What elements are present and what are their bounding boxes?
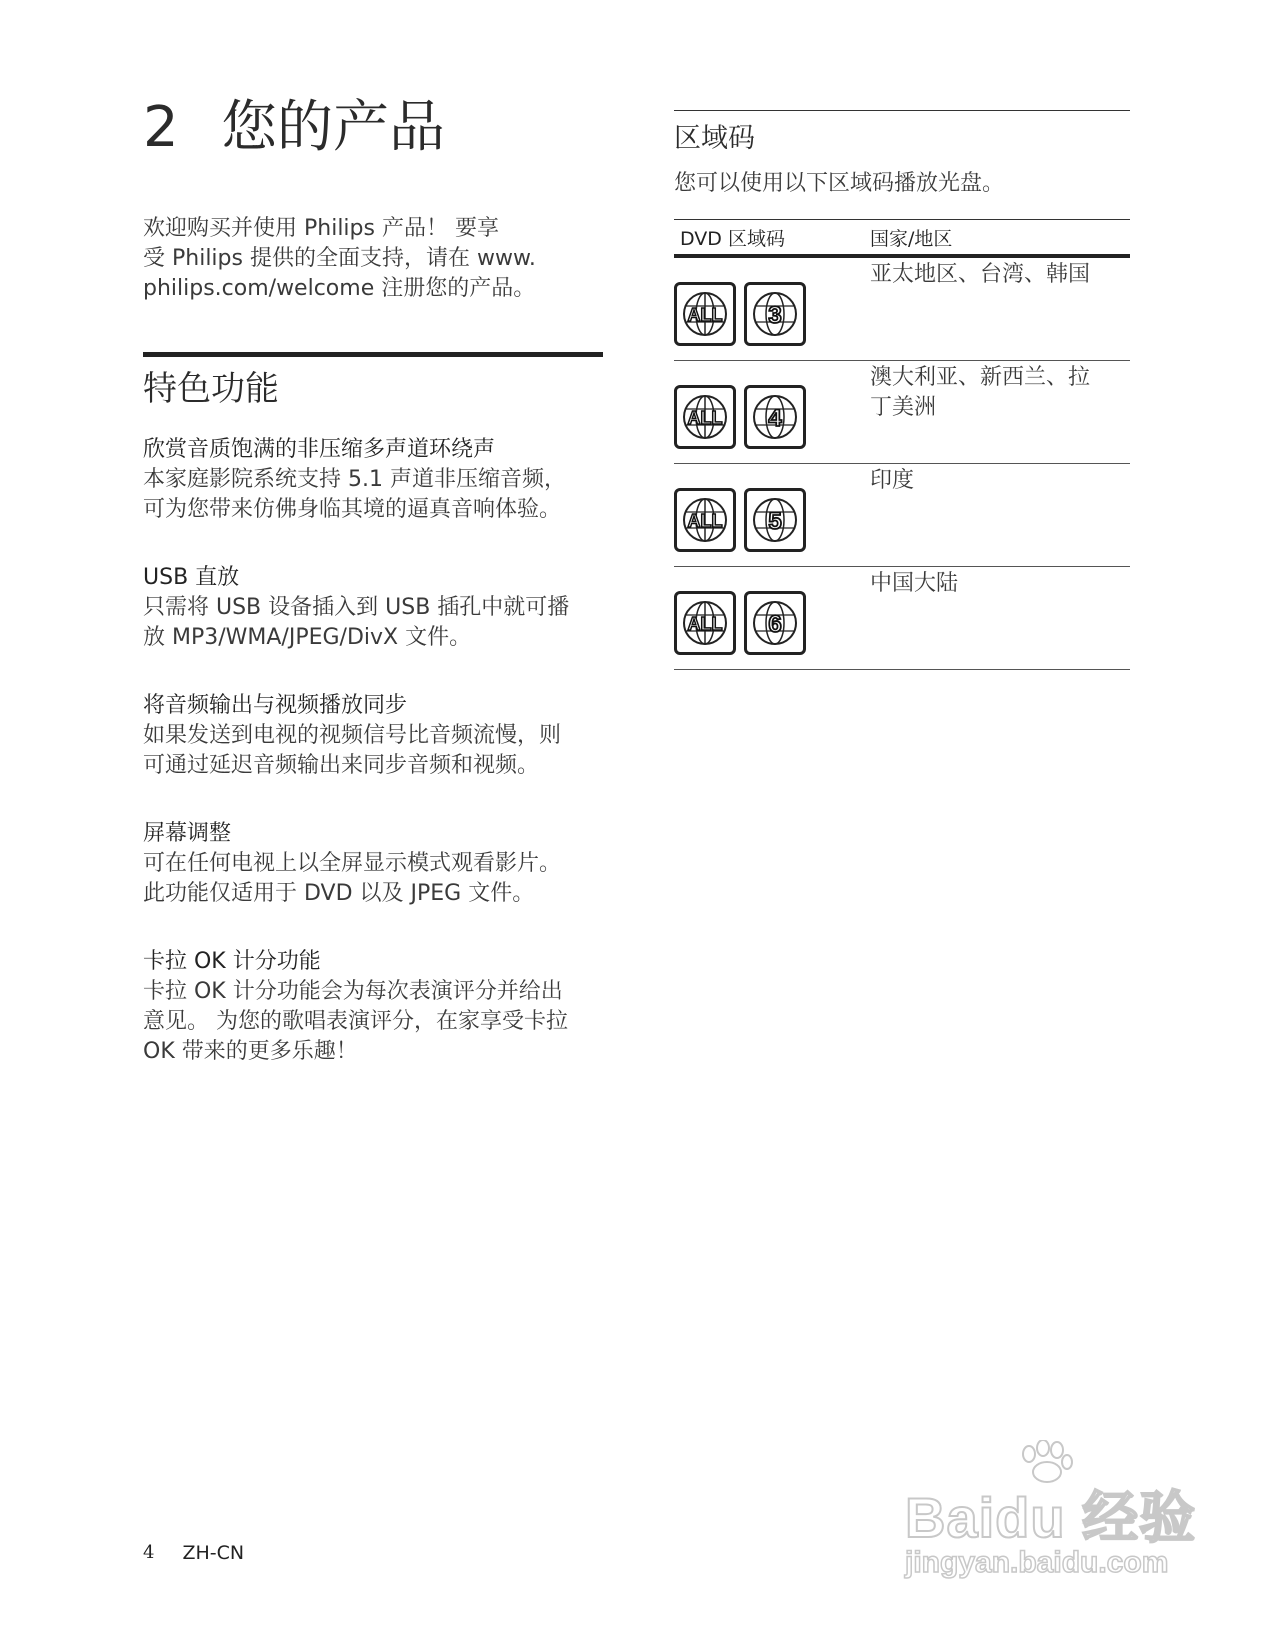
intro-line: philips.com/welcome 注册您的产品。 — [143, 276, 536, 301]
region-countries — [870, 258, 1130, 360]
region-countries-line: 澳大利亚、新西兰、拉 — [870, 365, 1091, 390]
chapter-title — [143, 95, 603, 160]
intro-line: 受 Philips 提供的全面支持，请在 www. — [143, 246, 536, 271]
right-column — [674, 110, 1130, 670]
left-column — [143, 95, 603, 1067]
feature-text-line: 此功能仅适用于 DVD 以及 JPEG 文件。 — [143, 881, 535, 906]
chapter-number: 2 — [143, 95, 179, 160]
feature-text-line: 意见。 为您的歌唱表演评分，在家享受卡拉 — [143, 1009, 568, 1034]
dvd-region-5-icon — [744, 488, 806, 552]
baidu-watermark — [905, 1440, 1205, 1590]
feature-title: 欣赏音质饱满的非压缩多声道环绕声 — [143, 437, 496, 462]
region-icons — [674, 361, 870, 463]
feature-surround — [143, 435, 603, 525]
region-code-number: 5 — [768, 508, 782, 535]
intro-paragraph — [143, 214, 603, 304]
feature-text-line: 放 MP3/WMA/JPEG/DivX 文件。 — [143, 625, 472, 650]
feature-text-line: 可通过延迟音频输出来同步音频和视频。 — [143, 753, 540, 778]
region-countries-line: 印度 — [870, 468, 915, 493]
feature-text-line: 可为您带来仿佛身临其境的逼真音响体验。 — [143, 497, 562, 522]
feature-title: 将音频输出与视频播放同步 — [143, 693, 408, 718]
table-row — [674, 464, 1130, 567]
feature-av-sync — [143, 691, 603, 781]
table-row — [674, 567, 1130, 670]
region-countries — [870, 567, 1130, 669]
table-row — [674, 258, 1130, 361]
region-icons — [674, 258, 870, 360]
intro-line: 欢迎购买并使用 Philips 产品！ 要享 — [143, 216, 499, 241]
page-number: 4 — [143, 1542, 155, 1563]
region-countries — [870, 464, 1130, 566]
table-row — [674, 361, 1130, 464]
region-code-table — [674, 219, 1130, 670]
watermark-url: jingyan.baidu.com — [905, 1546, 1169, 1579]
top-divider — [674, 110, 1130, 111]
feature-screen-fit — [143, 819, 603, 909]
dvd-region-all-icon — [674, 282, 736, 346]
feature-usb — [143, 563, 603, 653]
dvd-region-6-icon — [744, 591, 806, 655]
table-header — [674, 220, 1130, 258]
language-code: ZH-CN — [182, 1542, 245, 1564]
region-countries — [870, 361, 1130, 463]
all-label: ALL — [687, 408, 723, 428]
feature-text-line: 本家庭影院系统支持 5.1 声道非压缩音频， — [143, 467, 566, 492]
all-label: ALL — [687, 305, 723, 325]
all-label: ALL — [687, 511, 723, 531]
region-countries-line: 丁美洲 — [870, 395, 937, 420]
header-dvd-code: DVD 区域码 — [680, 227, 785, 250]
feature-text-line: 只需将 USB 设备插入到 USB 插孔中就可播 — [143, 595, 570, 620]
feature-title: 屏幕调整 — [143, 821, 232, 846]
feature-text-line: 可在任何电视上以全屏显示模式观看影片。 — [143, 851, 562, 876]
region-icons — [674, 567, 870, 669]
region-countries-line: 中国大陆 — [870, 571, 959, 596]
watermark-brand: Baidu 经验 — [905, 1486, 1197, 1549]
dvd-region-all-icon — [674, 385, 736, 449]
feature-title: USB 直放 — [143, 565, 240, 590]
page-footer — [143, 1542, 244, 1564]
chapter-title-text: 您的产品 — [221, 95, 445, 160]
dvd-region-4-icon — [744, 385, 806, 449]
dvd-region-all-icon — [674, 591, 736, 655]
feature-text-line: OK 带来的更多乐趣！ — [143, 1039, 358, 1064]
region-icons — [674, 464, 870, 566]
feature-title: 卡拉 OK 计分功能 — [143, 949, 321, 974]
all-label: ALL — [687, 614, 723, 634]
feature-text-line: 如果发送到电视的视频信号比音频流慢，则 — [143, 723, 562, 748]
feature-karaoke — [143, 947, 603, 1067]
region-intro: 您可以使用以下区域码播放光盘。 — [674, 171, 1005, 196]
region-code-number: 6 — [768, 611, 782, 638]
region-section-title: 区域码 — [674, 123, 755, 154]
region-code-number: 3 — [768, 302, 782, 329]
region-code-number: 4 — [768, 405, 782, 432]
header-country-region: 国家/地区 — [870, 227, 953, 250]
section-divider — [143, 352, 603, 357]
dvd-region-3-icon — [744, 282, 806, 346]
dvd-region-all-icon — [674, 488, 736, 552]
region-countries-line: 亚太地区、台湾、韩国 — [870, 262, 1091, 287]
feature-text-line: 卡拉 OK 计分功能会为每次表演评分并给出 — [143, 979, 563, 1004]
features-section-title: 特色功能 — [143, 369, 279, 409]
